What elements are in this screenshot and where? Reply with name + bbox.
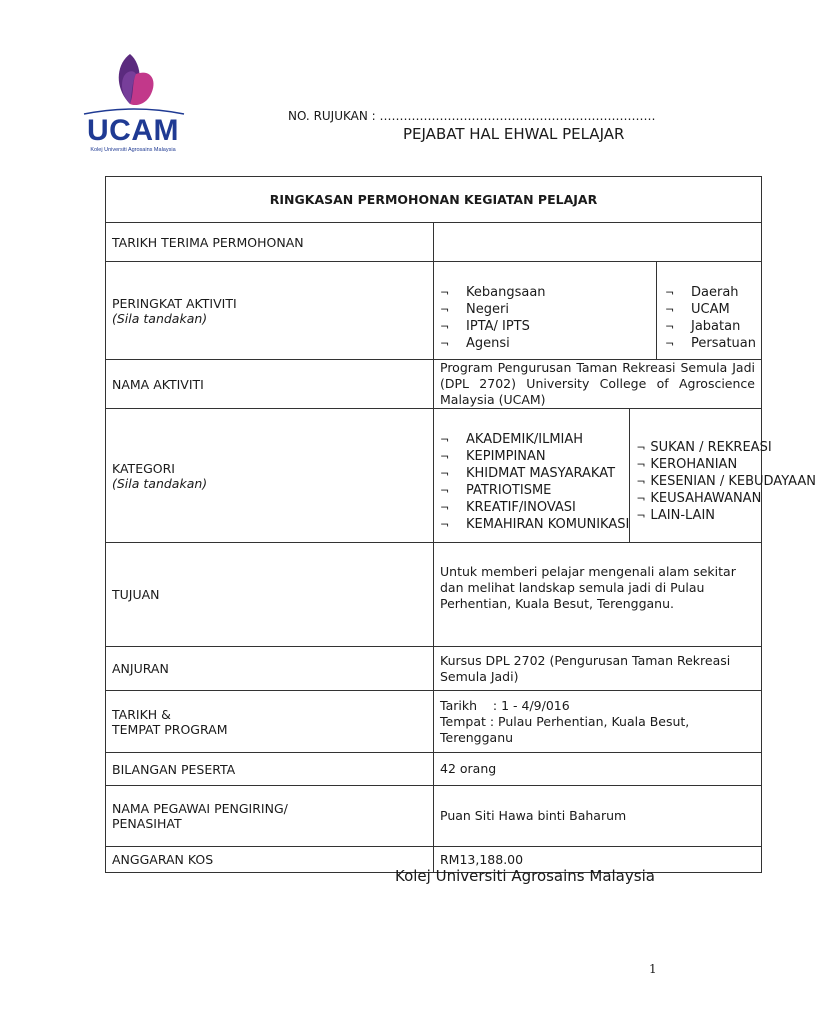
kategori-label: KATEGORI (Sila tandakan)	[106, 409, 434, 543]
anggaran-value: RM13,188.00	[434, 847, 762, 873]
checkbox-option[interactable]	[665, 284, 761, 301]
kategori-options	[434, 409, 816, 543]
peringkat-label: PERINGKAT AKTIVITI (Sila tandakan)	[106, 262, 434, 360]
checkbox-icon[interactable]: ¬	[636, 509, 646, 522]
tujuan-label: TUJUAN	[106, 543, 434, 647]
checkbox-option[interactable]	[440, 516, 629, 533]
checkbox-option[interactable]	[440, 499, 629, 516]
checkbox-option[interactable]	[636, 507, 816, 524]
option-label: Agensi	[466, 336, 510, 351]
tarikh-tempat-value	[434, 691, 762, 753]
checkbox-icon[interactable]: ¬	[665, 286, 675, 299]
checkbox-option[interactable]	[440, 465, 629, 482]
kategori-note: (Sila tandakan)	[112, 475, 208, 491]
option-label: KEUSAHAWANAN	[650, 491, 762, 506]
anggaran-label: ANGGARAN KOS	[106, 847, 434, 873]
checkbox-option[interactable]	[440, 431, 629, 448]
kategori-right-list	[630, 409, 816, 542]
logo-subtitle: Kolej Universiti Agrosains Malaysia	[90, 147, 176, 153]
checkbox-icon[interactable]: ¬	[665, 303, 675, 316]
option-label: Kebangsaan	[466, 285, 546, 300]
nama-aktiviti-value: Program Pengurusan Taman Rekreasi Semula Jadi (DPL 2702) University College of Agroscience Malaysia (UCAM)	[434, 360, 762, 409]
checkbox-icon[interactable]: ¬	[440, 449, 450, 463]
footer-institution: Kolej Universiti Agrosains Malaysia	[395, 867, 655, 885]
checkbox-icon[interactable]: ¬	[440, 286, 450, 299]
checkbox-option[interactable]	[440, 448, 629, 465]
tarikh-value: Tarikh : 1 - 4/9/016	[440, 697, 570, 713]
pegawai-value: Puan Siti Hawa binti Baharum	[434, 786, 762, 847]
ucam-logo	[78, 52, 190, 156]
checkbox-icon[interactable]: ¬	[440, 337, 450, 350]
checkbox-option[interactable]	[665, 318, 761, 335]
option-label: KHIDMAT MASYARAKAT	[466, 465, 616, 481]
checkbox-icon[interactable]: ¬	[440, 466, 450, 480]
checkbox-option[interactable]	[665, 335, 761, 352]
checkbox-icon[interactable]: ¬	[440, 483, 450, 497]
option-label: KEPIMPINAN	[466, 448, 546, 464]
checkbox-icon[interactable]: ¬	[636, 441, 646, 454]
checkbox-option[interactable]	[440, 318, 656, 335]
checkbox-option[interactable]	[636, 473, 816, 490]
reference-number: NO. RUJUKAN : ……………………………………………………………	[288, 109, 656, 123]
nama-aktiviti-label: NAMA AKTIVITI	[106, 360, 434, 409]
tarikh-terima-label: TARIKH TERIMA PERMOHONAN	[106, 223, 434, 262]
option-label: Negeri	[466, 302, 509, 317]
option-label: Persatuan	[691, 336, 756, 351]
option-label: IPTA/ IPTS	[466, 319, 530, 334]
peringkat-note: (Sila tandakan)	[112, 310, 208, 326]
option-label: LAIN-LAIN	[650, 508, 716, 523]
tempat-value: Tempat : Pulau Perhentian, Kuala Besut, Terengganu	[440, 713, 690, 745]
logo-text: UCAM	[87, 114, 179, 147]
tarikh-tempat-label: TARIKH & TEMPAT PROGRAM	[106, 691, 434, 753]
option-label: SUKAN / REKREASI	[650, 440, 772, 455]
tarikh-terima-value[interactable]	[434, 223, 762, 262]
anjuran-label: ANJURAN	[106, 647, 434, 691]
application-summary-table	[105, 176, 816, 873]
checkbox-icon[interactable]: ¬	[440, 500, 450, 514]
checkbox-icon[interactable]: ¬	[440, 517, 450, 531]
checkbox-option[interactable]	[636, 490, 816, 507]
kategori-left-list	[434, 409, 630, 542]
option-label: KESENIAN / KEBUDAYAAN	[650, 474, 816, 489]
tujuan-value: Untuk memberi pelajar mengenali alam sekitar dan melihat landskap semula jadi di Pulau Perhentian, Kuala Besut, Terengganu.	[434, 543, 762, 647]
option-label: Jabatan	[691, 319, 741, 334]
option-label: KREATIF/INOVASI	[466, 499, 576, 515]
option-label: AKADEMIK/ILMIAH	[466, 431, 584, 447]
checkbox-icon[interactable]: ¬	[665, 337, 675, 350]
page-number: 1	[649, 962, 657, 976]
checkbox-option[interactable]	[440, 335, 656, 352]
bilangan-value: 42 orang	[434, 753, 762, 786]
flower-icon	[108, 52, 158, 110]
checkbox-icon[interactable]: ¬	[665, 320, 675, 333]
checkbox-option[interactable]	[440, 301, 656, 318]
option-label: KEMAHIRAN KOMUNIKASI	[466, 516, 630, 532]
pegawai-label: NAMA PEGAWAI PENGIRING/ PENASIHAT	[106, 786, 434, 847]
option-label: KEROHANIAN	[650, 457, 738, 472]
checkbox-option[interactable]	[440, 284, 656, 301]
peringkat-left-list	[434, 262, 657, 359]
checkbox-option[interactable]	[636, 456, 816, 473]
checkbox-icon[interactable]: ¬	[440, 432, 450, 446]
checkbox-icon[interactable]: ¬	[636, 458, 646, 471]
peringkat-options	[434, 262, 762, 360]
checkbox-icon[interactable]: ¬	[440, 303, 450, 316]
checkbox-icon[interactable]: ¬	[440, 320, 450, 333]
office-title: PEJABAT HAL EHWAL PELAJAR	[403, 125, 625, 143]
checkbox-option[interactable]	[440, 482, 629, 499]
checkbox-option[interactable]	[665, 301, 761, 318]
checkbox-option[interactable]	[636, 439, 816, 456]
bilangan-label: BILANGAN PESERTA	[106, 753, 434, 786]
peringkat-right-list	[657, 262, 762, 359]
checkbox-icon[interactable]: ¬	[636, 475, 646, 488]
form-title: RINGKASAN PERMOHONAN KEGIATAN PELAJAR	[106, 177, 762, 223]
option-label: PATRIOTISME	[466, 482, 552, 498]
checkbox-icon[interactable]: ¬	[636, 492, 646, 505]
option-label: Daerah	[691, 285, 739, 300]
anjuran-value: Kursus DPL 2702 (Pengurusan Taman Rekreasi Semula Jadi)	[434, 647, 762, 691]
option-label: UCAM	[691, 302, 730, 317]
